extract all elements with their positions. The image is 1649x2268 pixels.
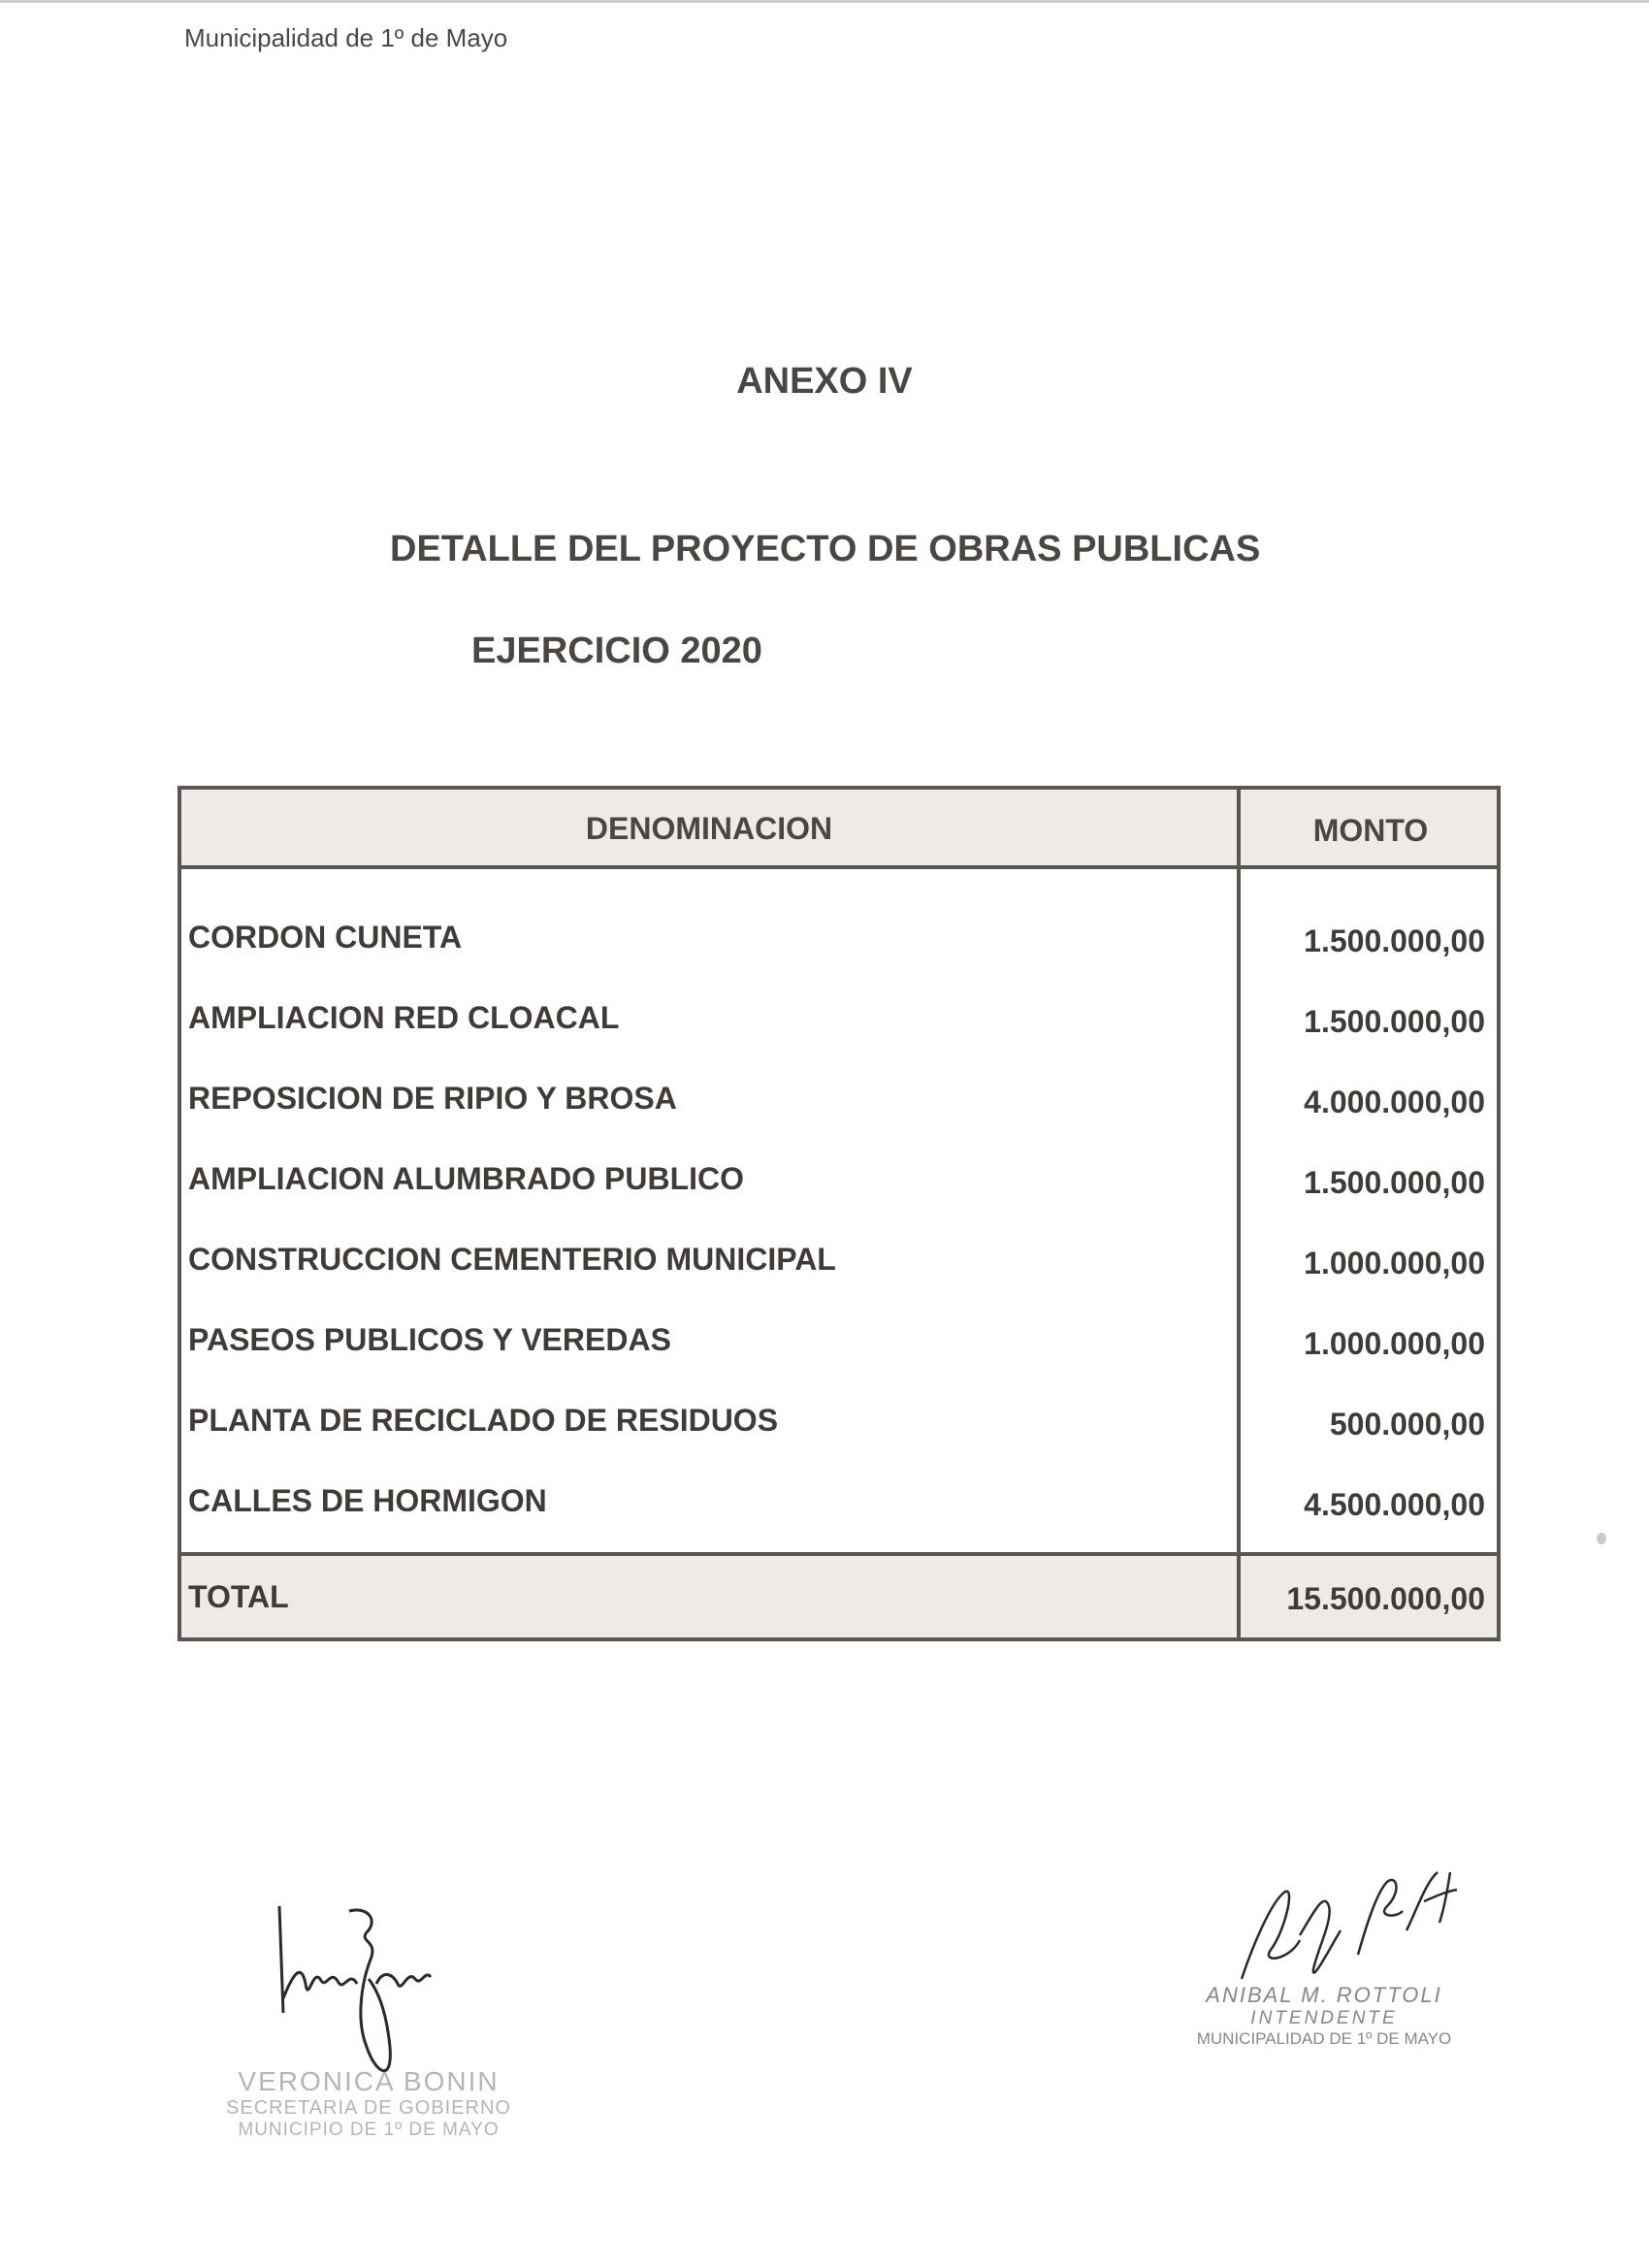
row-amount: 1.000.000,00 [1304, 1326, 1485, 1361]
signer-role-left: SECRETARIA DE GOBIERNO [226, 2097, 511, 2119]
table-row [181, 1220, 1497, 1302]
row-amount: 4.000.000,00 [1304, 1085, 1485, 1119]
row-amount: 1.500.000,00 [1304, 923, 1485, 958]
signature-stamp-right [1193, 1983, 1455, 2049]
row-denomination: AMPLIACION ALUMBRADO PUBLICO [188, 1161, 744, 1196]
table-row [181, 979, 1497, 1060]
table-total-row [181, 1552, 1497, 1637]
table-row [181, 1059, 1497, 1141]
header-organization: Municipalidad de 1º de Mayo [184, 23, 508, 52]
total-amount: 15.500.000,00 [1286, 1581, 1485, 1616]
table-row [181, 1381, 1497, 1463]
scan-speck [1597, 1533, 1606, 1544]
row-amount: 1.000.000,00 [1304, 1246, 1485, 1280]
fiscal-period: EJERCICIO 2020 [471, 631, 762, 671]
signature-stamp-left [213, 2066, 524, 2141]
signer-role-right: INTENDENTE [1250, 2008, 1398, 2028]
row-denomination: AMPLIACION RED CLOACAL [188, 1000, 620, 1035]
column-header-denomination: DENOMINACION [585, 811, 833, 846]
table-row [181, 1462, 1497, 1543]
signer-name-left: VERONICA BONIN [238, 2066, 500, 2096]
row-denomination: PASEOS PUBLICOS Y VEREDAS [188, 1322, 671, 1357]
column-divider [1237, 790, 1241, 1637]
row-denomination: CORDON CUNETA [188, 920, 463, 955]
table-row [181, 898, 1497, 980]
signature-right [1232, 1863, 1474, 1998]
column-header-amount: MONTO [1312, 813, 1429, 848]
row-amount: 1.500.000,00 [1304, 1004, 1485, 1039]
row-denomination: CONSTRUCCION CEMENTERIO MUNICIPAL [188, 1242, 836, 1277]
total-label: TOTAL [188, 1579, 289, 1614]
table-row [181, 1140, 1497, 1221]
row-denomination: CALLES DE HORMIGON [188, 1483, 547, 1518]
page-top-edge [0, 0, 1649, 3]
row-amount: 500.000,00 [1329, 1407, 1485, 1442]
row-denomination: REPOSICION DE RIPIO Y BROSA [188, 1081, 677, 1116]
public-works-table [178, 786, 1501, 1641]
row-amount: 1.500.000,00 [1304, 1165, 1485, 1200]
signer-office-left: MUNICIPIO DE 1º DE MAYO [238, 2120, 500, 2140]
document-title: DETALLE DEL PROYECTO DE OBRAS PUBLICAS [390, 529, 1261, 569]
annex-title: ANEXO IV [736, 361, 913, 402]
signer-office-right: MUNICIPALIDAD DE 1º DE MAYO [1196, 2029, 1452, 2048]
table-header [181, 790, 1497, 869]
row-amount: 4.500.000,00 [1304, 1487, 1485, 1522]
row-denomination: PLANTA DE RECICLADO DE RESIDUOS [188, 1403, 779, 1438]
table-row [181, 1301, 1497, 1382]
signer-name-right: ANIBAL M. ROTTOLI [1206, 1983, 1442, 2007]
